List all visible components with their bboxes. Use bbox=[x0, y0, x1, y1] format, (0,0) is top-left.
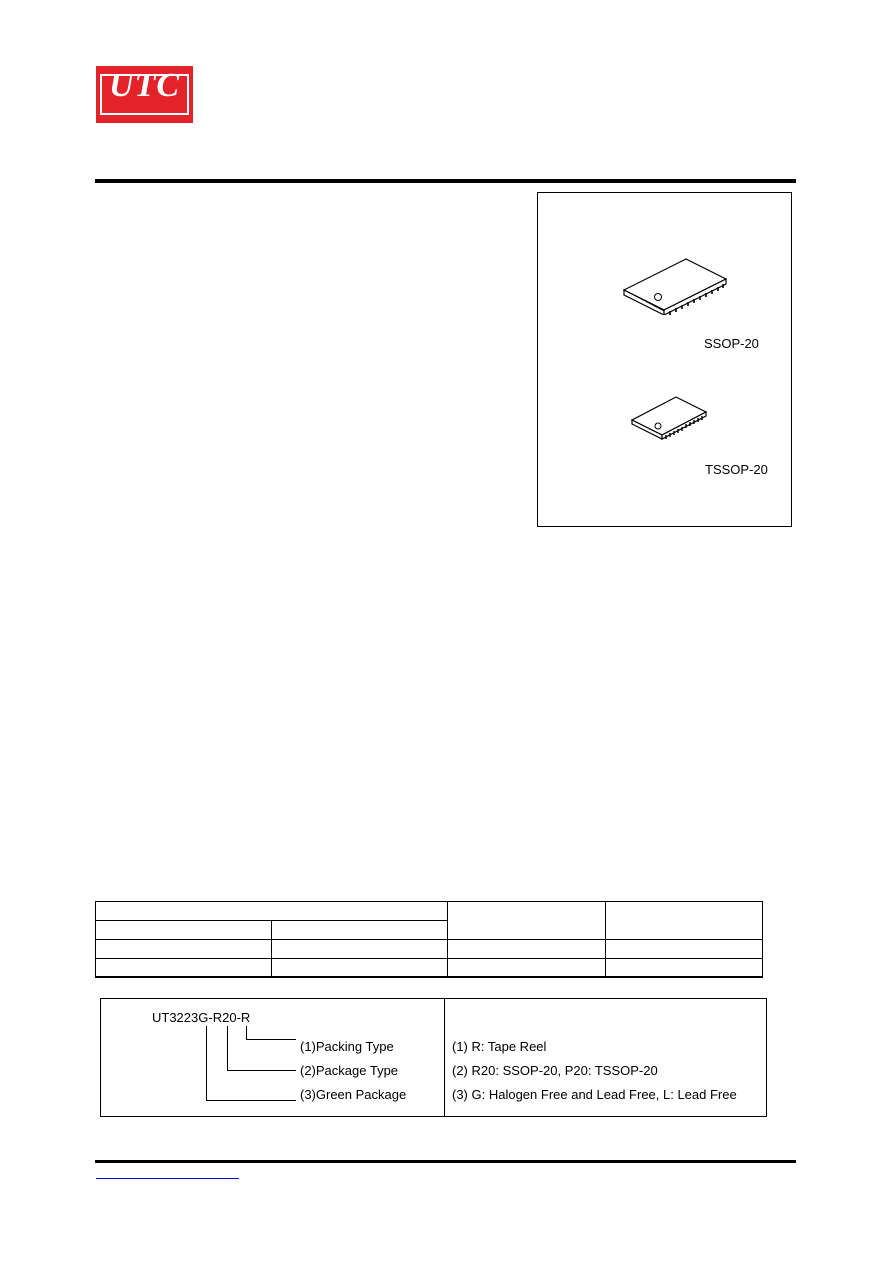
table-row bbox=[95, 939, 763, 958]
packing-type-label: (1)Packing Type bbox=[300, 1039, 394, 1054]
tssop-20-label: TSSOP-20 bbox=[705, 462, 768, 477]
tssop-20-chip-icon bbox=[630, 393, 710, 441]
green-package-label: (3)Green Package bbox=[300, 1087, 407, 1102]
ssop-20-chip-icon bbox=[620, 255, 732, 315]
leader-line-green bbox=[206, 1026, 207, 1100]
packing-type-description: (1) R: Tape Reel bbox=[452, 1039, 547, 1054]
part-code-packing: R bbox=[240, 1010, 251, 1025]
leader-line-package-h bbox=[227, 1070, 296, 1071]
green-package-description: (3) G: Halogen Free and Lead Free, L: Lead Free bbox=[452, 1087, 737, 1102]
utc-logo bbox=[96, 66, 193, 123]
footer-rule bbox=[95, 1160, 796, 1163]
leader-line-package bbox=[227, 1026, 228, 1070]
package-type-description: (2) R20: SSOP-20, P20: TSSOP-20 bbox=[452, 1063, 658, 1078]
package-figure-box bbox=[537, 192, 792, 527]
logo-text: UTC bbox=[109, 67, 180, 104]
footer-website-link[interactable] bbox=[96, 1178, 239, 1179]
part-number-code-box bbox=[100, 998, 767, 1117]
ssop-20-label: SSOP-20 bbox=[704, 336, 759, 351]
leader-line-green-h bbox=[206, 1100, 296, 1101]
part-code bbox=[152, 1010, 250, 1025]
ordering-info-table bbox=[95, 901, 763, 978]
part-code-sep2: - bbox=[236, 1010, 241, 1025]
leader-line-packing bbox=[246, 1026, 247, 1039]
part-code-sep1: - bbox=[208, 1010, 213, 1025]
package-type-label: (2)Package Type bbox=[300, 1063, 399, 1078]
part-code-package: R20 bbox=[212, 1010, 237, 1025]
part-code-prefix: UT3223G bbox=[152, 1010, 209, 1025]
leader-line-packing-h bbox=[246, 1039, 296, 1040]
table-row bbox=[95, 958, 763, 977]
code-box-divider bbox=[444, 999, 445, 1116]
header-rule bbox=[95, 179, 796, 183]
